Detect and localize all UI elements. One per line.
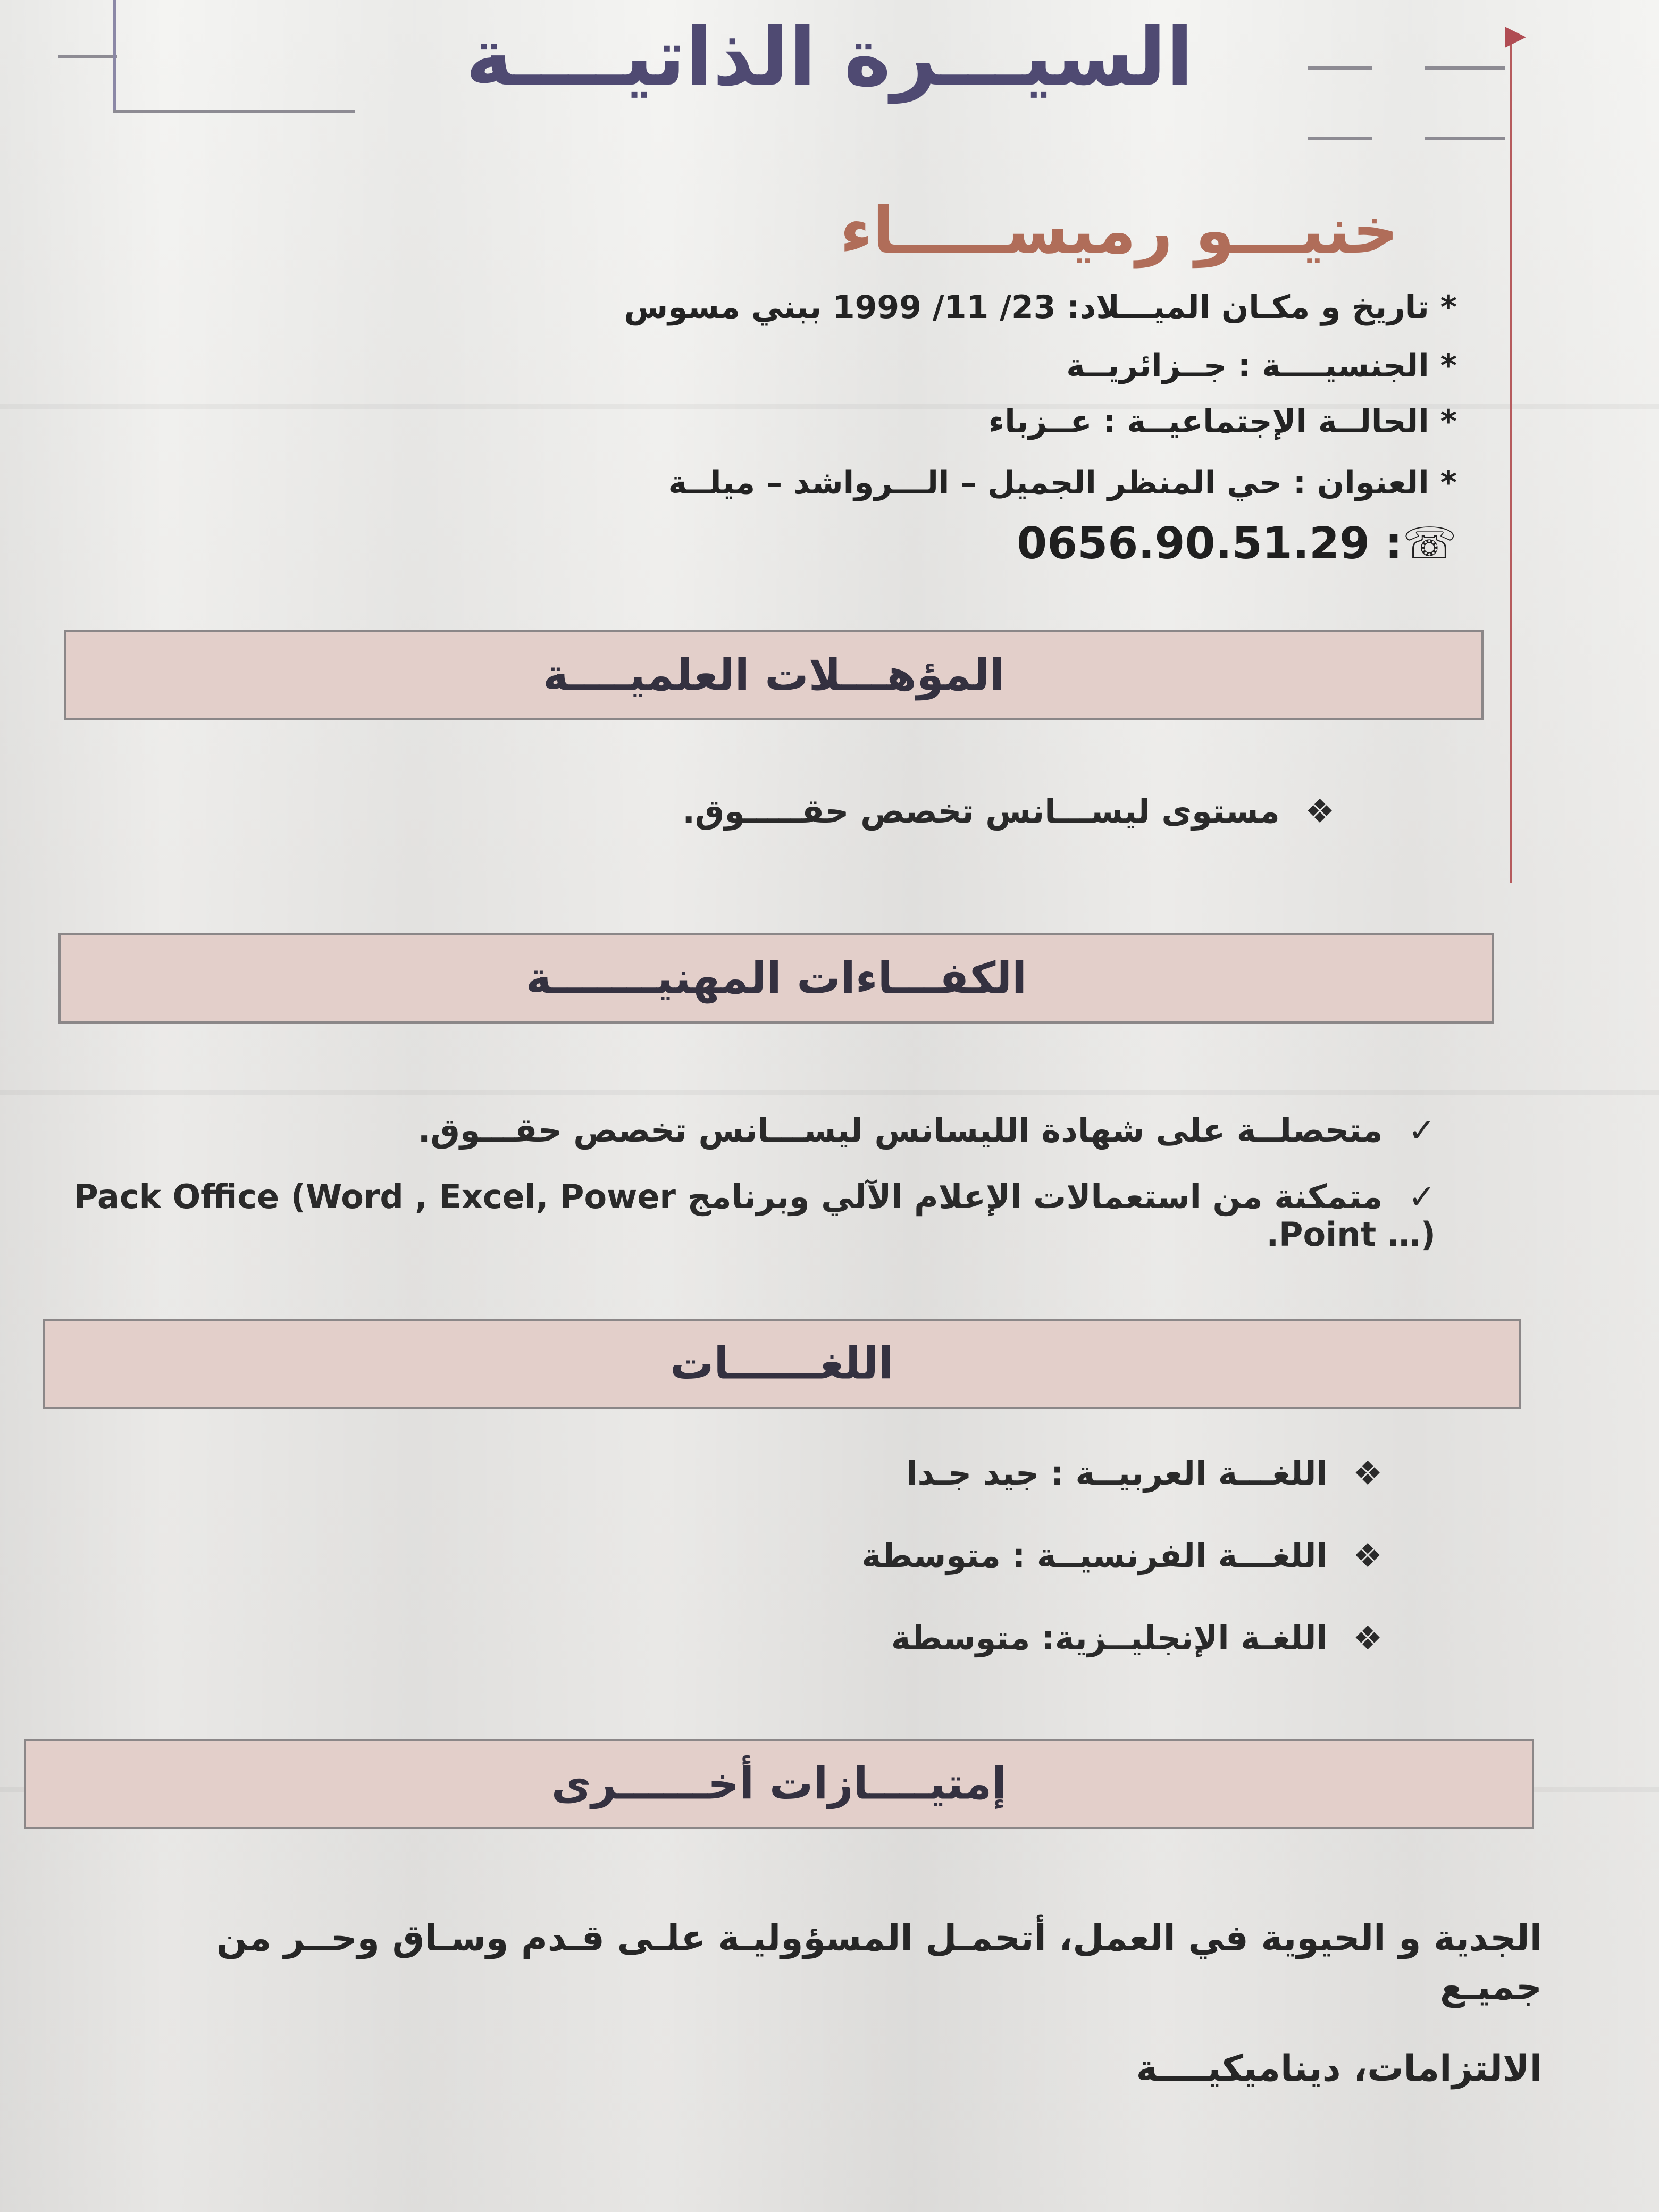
top-left-decoration-line-2	[113, 110, 355, 113]
birth-info: * تاريخ و مكـان الميـــلاد: 23/ 11/ 1999 ببني مسوس	[624, 289, 1457, 326]
check-bullet-icon: ✓	[1408, 1111, 1436, 1150]
skill-text-2: متمكنة من استعمالات الإعلام الآلي وبرنامج Pack Office (Word , Excel, Power Point …).	[74, 1177, 1436, 1254]
top-right-decoration-line-2	[1308, 137, 1372, 140]
diamond-bullet-icon: ❖	[1305, 792, 1335, 831]
qualification-item	[271, 792, 1335, 830]
language-item-english	[691, 1619, 1382, 1657]
language-text-arabic: اللغـــة العربيــة : جيد جـدا	[906, 1454, 1328, 1493]
language-item-french	[691, 1537, 1382, 1574]
language-item-arabic	[691, 1454, 1382, 1492]
top-left-decoration-vertical	[113, 0, 116, 113]
language-text-english: اللغـة الإنجليــزية: متوسطة	[891, 1619, 1328, 1657]
language-text-french: اللغـــة الفرنسيــة : متوسطة	[861, 1536, 1328, 1575]
paper-fold-middle	[0, 1090, 1659, 1095]
top-left-decoration-line	[58, 55, 117, 58]
top-right-decoration-line-3	[1425, 66, 1505, 70]
advantages-paragraph-line-1: الجدية و الحيوية في العمل، أتحمـل المسؤوليـة علـى قـدم وسـاق وحــر من جميـع	[216, 1917, 1542, 2008]
section-title-languages: اللغــــــات	[669, 1338, 893, 1389]
address-info: * العنوان : حي المنظر الجميل – الـــرواشد – ميلــة	[668, 464, 1457, 501]
skill-text-1: متحصلــة على شهادة الليسانس ليســـانس تخصص حقـــوق.	[417, 1111, 1383, 1150]
page-title: السيـــرة الذاتيــــة	[465, 11, 1194, 104]
nationality-info: * الجنسيــــة : جــزائريــة	[1066, 347, 1457, 384]
phone-number: ☏: 0656.90.51.29	[1017, 518, 1457, 569]
section-languages	[43, 1319, 1521, 1409]
diamond-bullet-icon: ❖	[1353, 1619, 1382, 1657]
top-right-decoration-line-1	[1308, 66, 1372, 70]
diamond-bullet-icon: ❖	[1353, 1536, 1382, 1575]
flag-icon	[1505, 27, 1526, 48]
section-title-advantages: إمتيــــازات أخــــــرى	[551, 1758, 1007, 1809]
advantages-paragraph-line-2: الالتزامات، ديناميكيــــة	[1136, 2048, 1542, 2090]
check-bullet-icon: ✓	[1408, 1177, 1436, 1216]
marital-status-info: * الحالــة الإجتماعيــة : عــزباء	[988, 403, 1457, 440]
skill-item-1	[213, 1111, 1436, 1149]
right-border-line	[1510, 32, 1512, 883]
skill-item-2	[27, 1178, 1436, 1254]
section-title-skills: الكفـــاءات المهنيـــــــة	[525, 953, 1027, 1004]
section-professional-skills	[58, 933, 1494, 1024]
section-other-advantages	[24, 1739, 1534, 1829]
diamond-bullet-icon: ❖	[1353, 1454, 1382, 1493]
section-title-qualifications: المؤهـــلات العلميــــة	[542, 650, 1005, 701]
section-qualifications	[64, 630, 1484, 720]
qualification-text: مستوى ليســـانس تخصص حقـــــوق.	[682, 792, 1280, 831]
candidate-name: خنيـــو رميســـــاء	[840, 194, 1398, 268]
top-right-decoration-line-4	[1425, 137, 1505, 140]
